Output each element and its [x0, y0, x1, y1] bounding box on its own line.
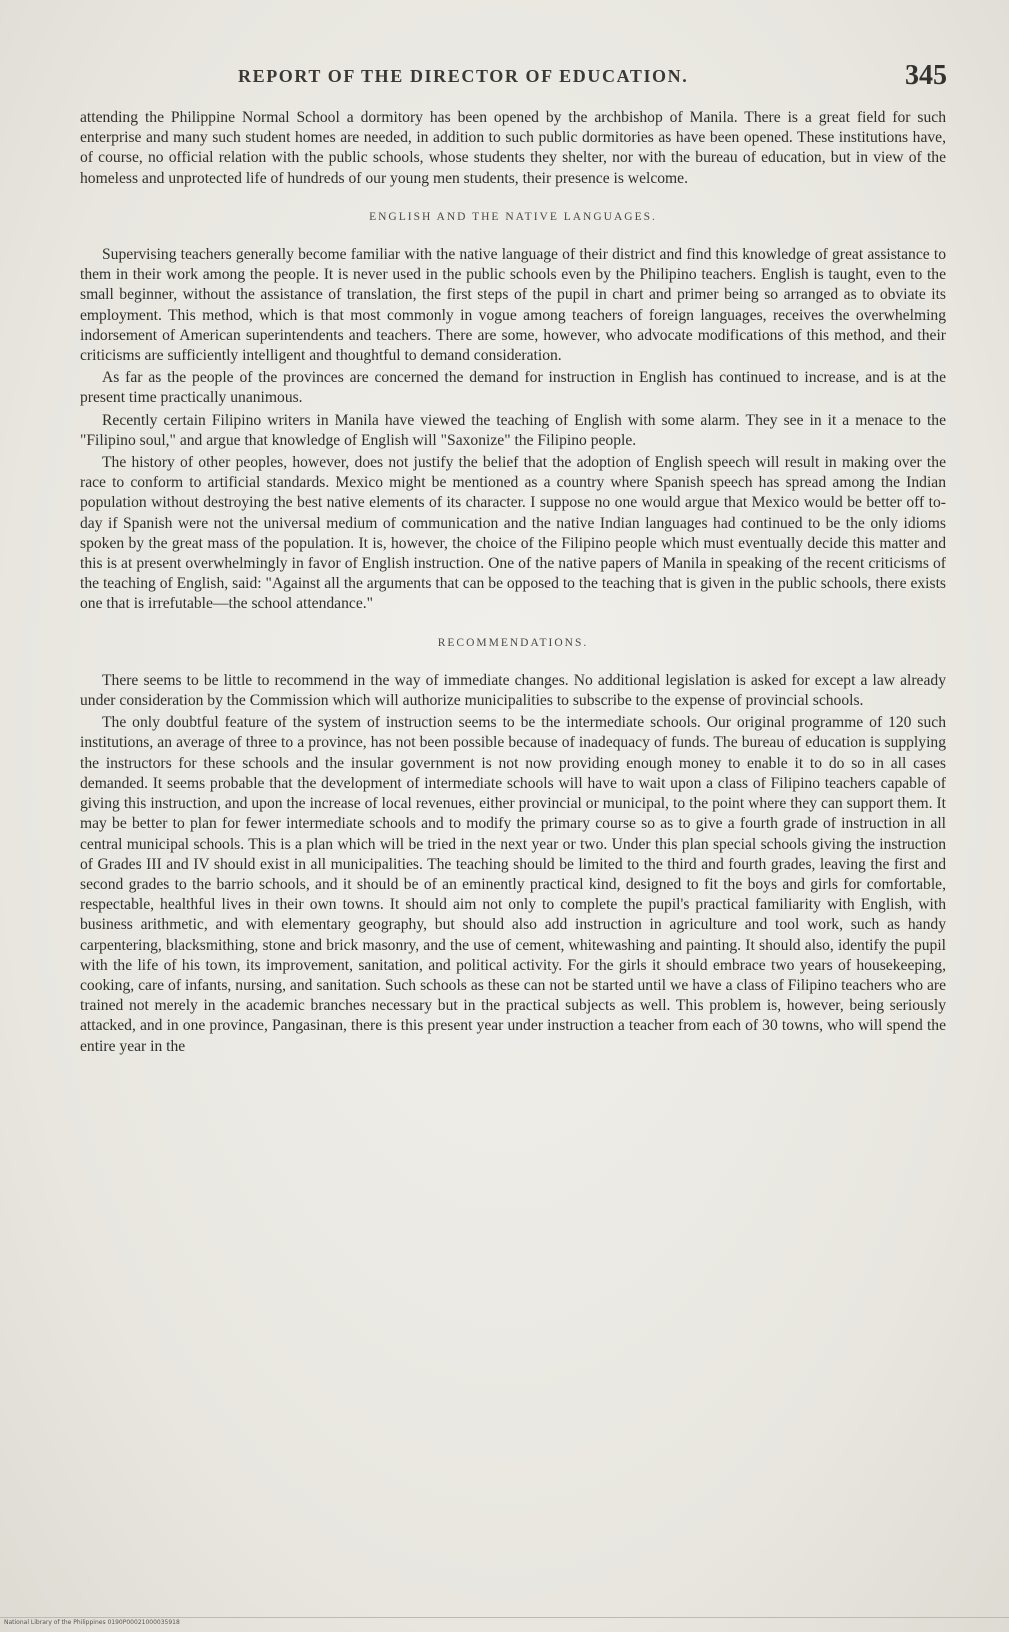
footer-rule	[0, 1617, 1009, 1618]
paragraph: Recently certain Filipino writers in Manila have viewed the teaching of English with some alarm. They see in it a menace to the "Filipino soul," and argue that knowledge of English will "Saxonize" the Filipino people.	[80, 411, 946, 449]
page-body	[80, 108, 946, 1059]
paragraph: Supervising teachers generally become familiar with the native language of their district and find this knowledge of great assistance to them in their work among the people. It is never used in the public schools even by the Philipino teachers. English is taught, even to the small beginner, without the assistance of translation, the first steps of the pupil in chart and primer being so arranged as to obviate its employment. This method, which is that most commonly in vogue among teachers of foreign languages, receives the overwhelming indorsement of American superintendents and teachers. There are some, however, who advocate modifications of this method, and their criticisms are sufficiently intelligent and thoughtful to demand consideration.	[80, 246, 946, 365]
page-number: 345	[905, 60, 947, 91]
section-heading-recommendations: RECOMMENDATIONS.	[437, 636, 589, 649]
intro-paragraph: attending the Philippine Normal School a dormitory has been opened by the archbishop of Manila. There is a great field for such enterprise and many such student homes are needed, in addition to such public dormitories as have been opened. These institutions have, of course, no official relation with the public schools, whose students they shelter, nor with the bureau of education, but in view of the homeless and unprotected life of hundreds of our young men students, their presence is welcome.	[80, 109, 946, 187]
paragraph: The history of other peoples, however, does not justify the belief that the adoption of English speech will result in making over the race to conform to artificial standards. Mexico might be mentioned as a country where Spanish speech has spread among the Indian population without destroying the best native elements of its character. I suppose no one would argue that Mexico would be better off to-day if Spanish were not the universal medium of communication and the native Indian languages had continued to be the only idioms spoken by the great mass of the population. It is, however, the choice of the Filipino people which must eventually decide this matter and this is at present overwhelmingly in favor of English instruction. One of the native papers of Manila in speaking of the recent criticisms of the teaching of English, said: "Against all the arguments that can be opposed to the teaching that is given in the public schools, there exists one that is irrefutable—the school attendance."	[80, 454, 946, 613]
paragraph: The only doubtful feature of the system of instruction seems to be the intermediate schools. Our original programme of 120 such institutions, an average of three to a province, has not been possible because of inadequacy of funds. The bureau of education is supplying the instructors for these schools and the insular government is not now providing enough money to enable it to do so in all cases demanded. It seems probable that the development of intermediate schools will have to wait upon a class of Filipino teachers capable of giving this instruction, and upon the increase of local revenues, either provincial or municipal, to the point where they can support them. It may be better to plan for fewer intermediate schools and to modify the primary course so as to give a fourth grade of instruction in all central municipal schools. This is a plan which will be tried in the next year or two. Under this plan special schools giving the instruction of Grades III and IV should exist in all municipalities. The teaching should be limited to the third and fourth grades, leaving the first and second grades to the barrio schools, and it should be of an eminently practical kind, designed to fit the boys and girls for comfortable, respectable, healthful lives in their own towns. It should aim not only to complete the pupil's practical familiarity with English, with business arithmetic, and with elementary geography, but should also add instruction in agriculture and tool work, such as handy carpentering, blacksmithing, stone and brick masonry, and the use of cement, whitewashing and painting. It should also, identify the pupil with the life of his town, its improvement, sanitation, and political activity. For the girls it should embrace two years of housekeeping, cooking, care of infants, nursing, and sanitation. Such schools as these can not be started until we have a class of Filipino teachers who are trained not merely in the academic branches necessary but in the practical subjects as well. This problem is, however, being seriously attacked, and in one province, Pangasinan, there is this present year under instruction a teacher from each of 30 towns, who will spend the entire year in the	[80, 714, 946, 1055]
paragraph: There seems to be little to recommend in the way of immediate changes. No additional legislation is asked for except a law already under consideration by the Commission which will authorize municipalities to subscribe to the expense of provincial schools.	[80, 671, 946, 710]
running-head: REPORT OF THE DIRECTOR OF EDUCATION.	[238, 66, 689, 86]
section-heading-english: ENGLISH AND THE NATIVE LANGUAGES.	[369, 210, 657, 223]
paragraph: As far as the people of the provinces are concerned the demand for instruction in English has continued to increase, and is at the present time practically unanimous.	[80, 369, 946, 407]
page-header	[78, 60, 947, 100]
scan-credit: National Library of the Philippines 0190P00021000035918	[4, 1619, 180, 1626]
